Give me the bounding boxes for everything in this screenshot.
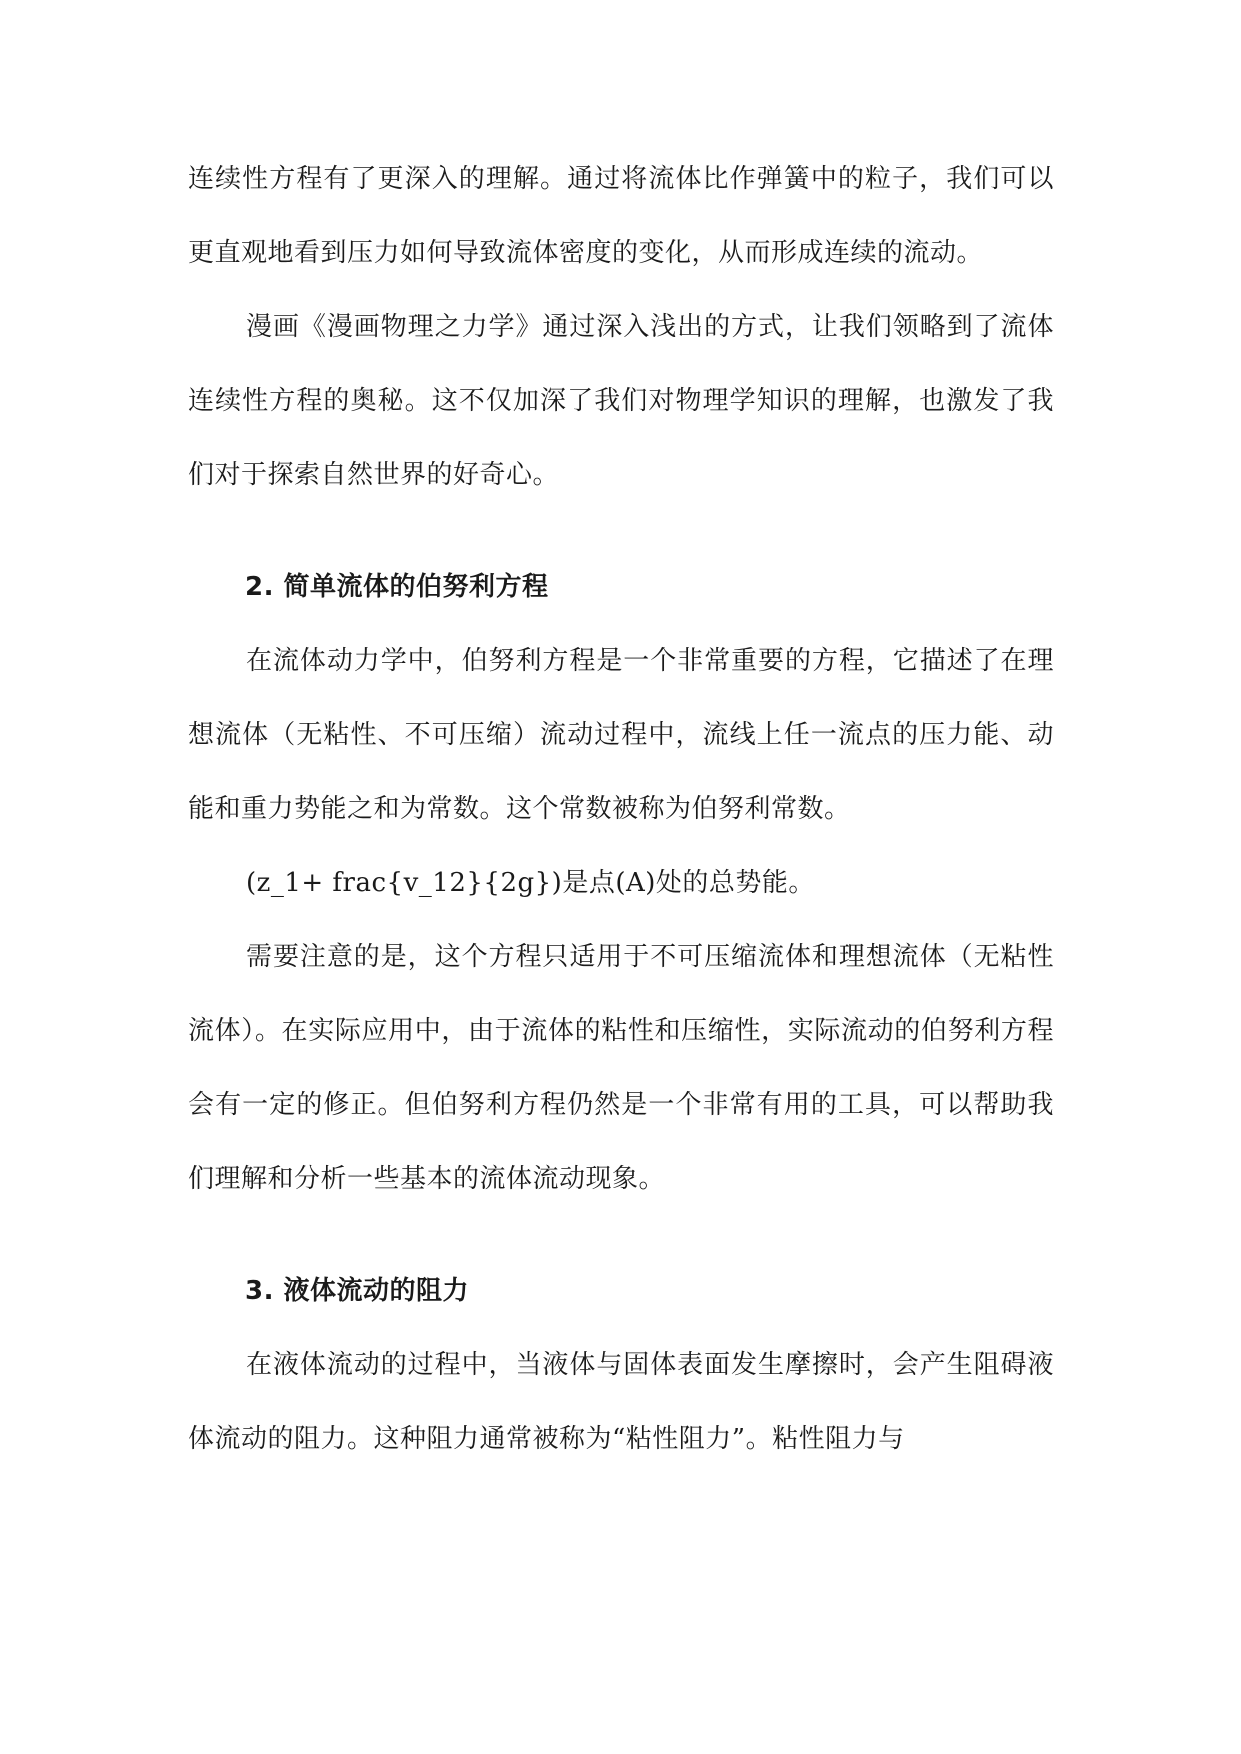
paragraph-bernoulli-definition: 在流体动力学中，伯努利方程是一个非常重要的方程，它描述了在理想流体（无粘性、不可压缩）流动过程中，流线上任一流点的压力能、动能和重力势能之和为常数。这个常数被称为伯努利常数。 <box>188 646 1054 824</box>
paragraph-viscous-resistance: 在液体流动的过程中，当液体与固体表面发生摩擦时，会产生阻碍液体流动的阻力。这种阻力通常被称为“粘性阻力”。粘性阻力与 <box>188 1350 1054 1454</box>
document-body <box>188 142 1054 1476</box>
section-spacer <box>188 512 1054 550</box>
paragraph-bernoulli-limitations: 需要注意的是，这个方程只适用于不可压缩流体和理想流体（无粘性流体）。在实际应用中，由于流体的粘性和压缩性，实际流动的伯努利方程会有一定的修正。但伯努利方程仍然是一个非常有用的工具，可以帮助我们理解和分析一些基本的流体流动现象。 <box>188 942 1054 1194</box>
section-heading-resistance: 3. 液体流动的阻力 <box>245 1276 470 1306</box>
paragraph-comic-summary: 漫画《漫画物理之力学》通过深入浅出的方式，让我们领略到了流体连续性方程的奥秘。这不仅加深了我们对物理学知识的理解，也激发了我们对于探索自然世界的好奇心。 <box>188 312 1054 490</box>
paragraph-continuity-understanding: 连续性方程有了更深入的理解。通过将流体比作弹簧中的粒子，我们可以更直观地看到压力如何导致流体密度的变化，从而形成连续的流动。 <box>188 164 1054 268</box>
section-heading-bernoulli: 2. 简单流体的伯努利方程 <box>245 572 549 602</box>
paragraph-total-potential: (z_1+ frac{v_12}{2g})是点(A)处的总势能。 <box>246 868 815 898</box>
section-spacer <box>188 1216 1054 1254</box>
